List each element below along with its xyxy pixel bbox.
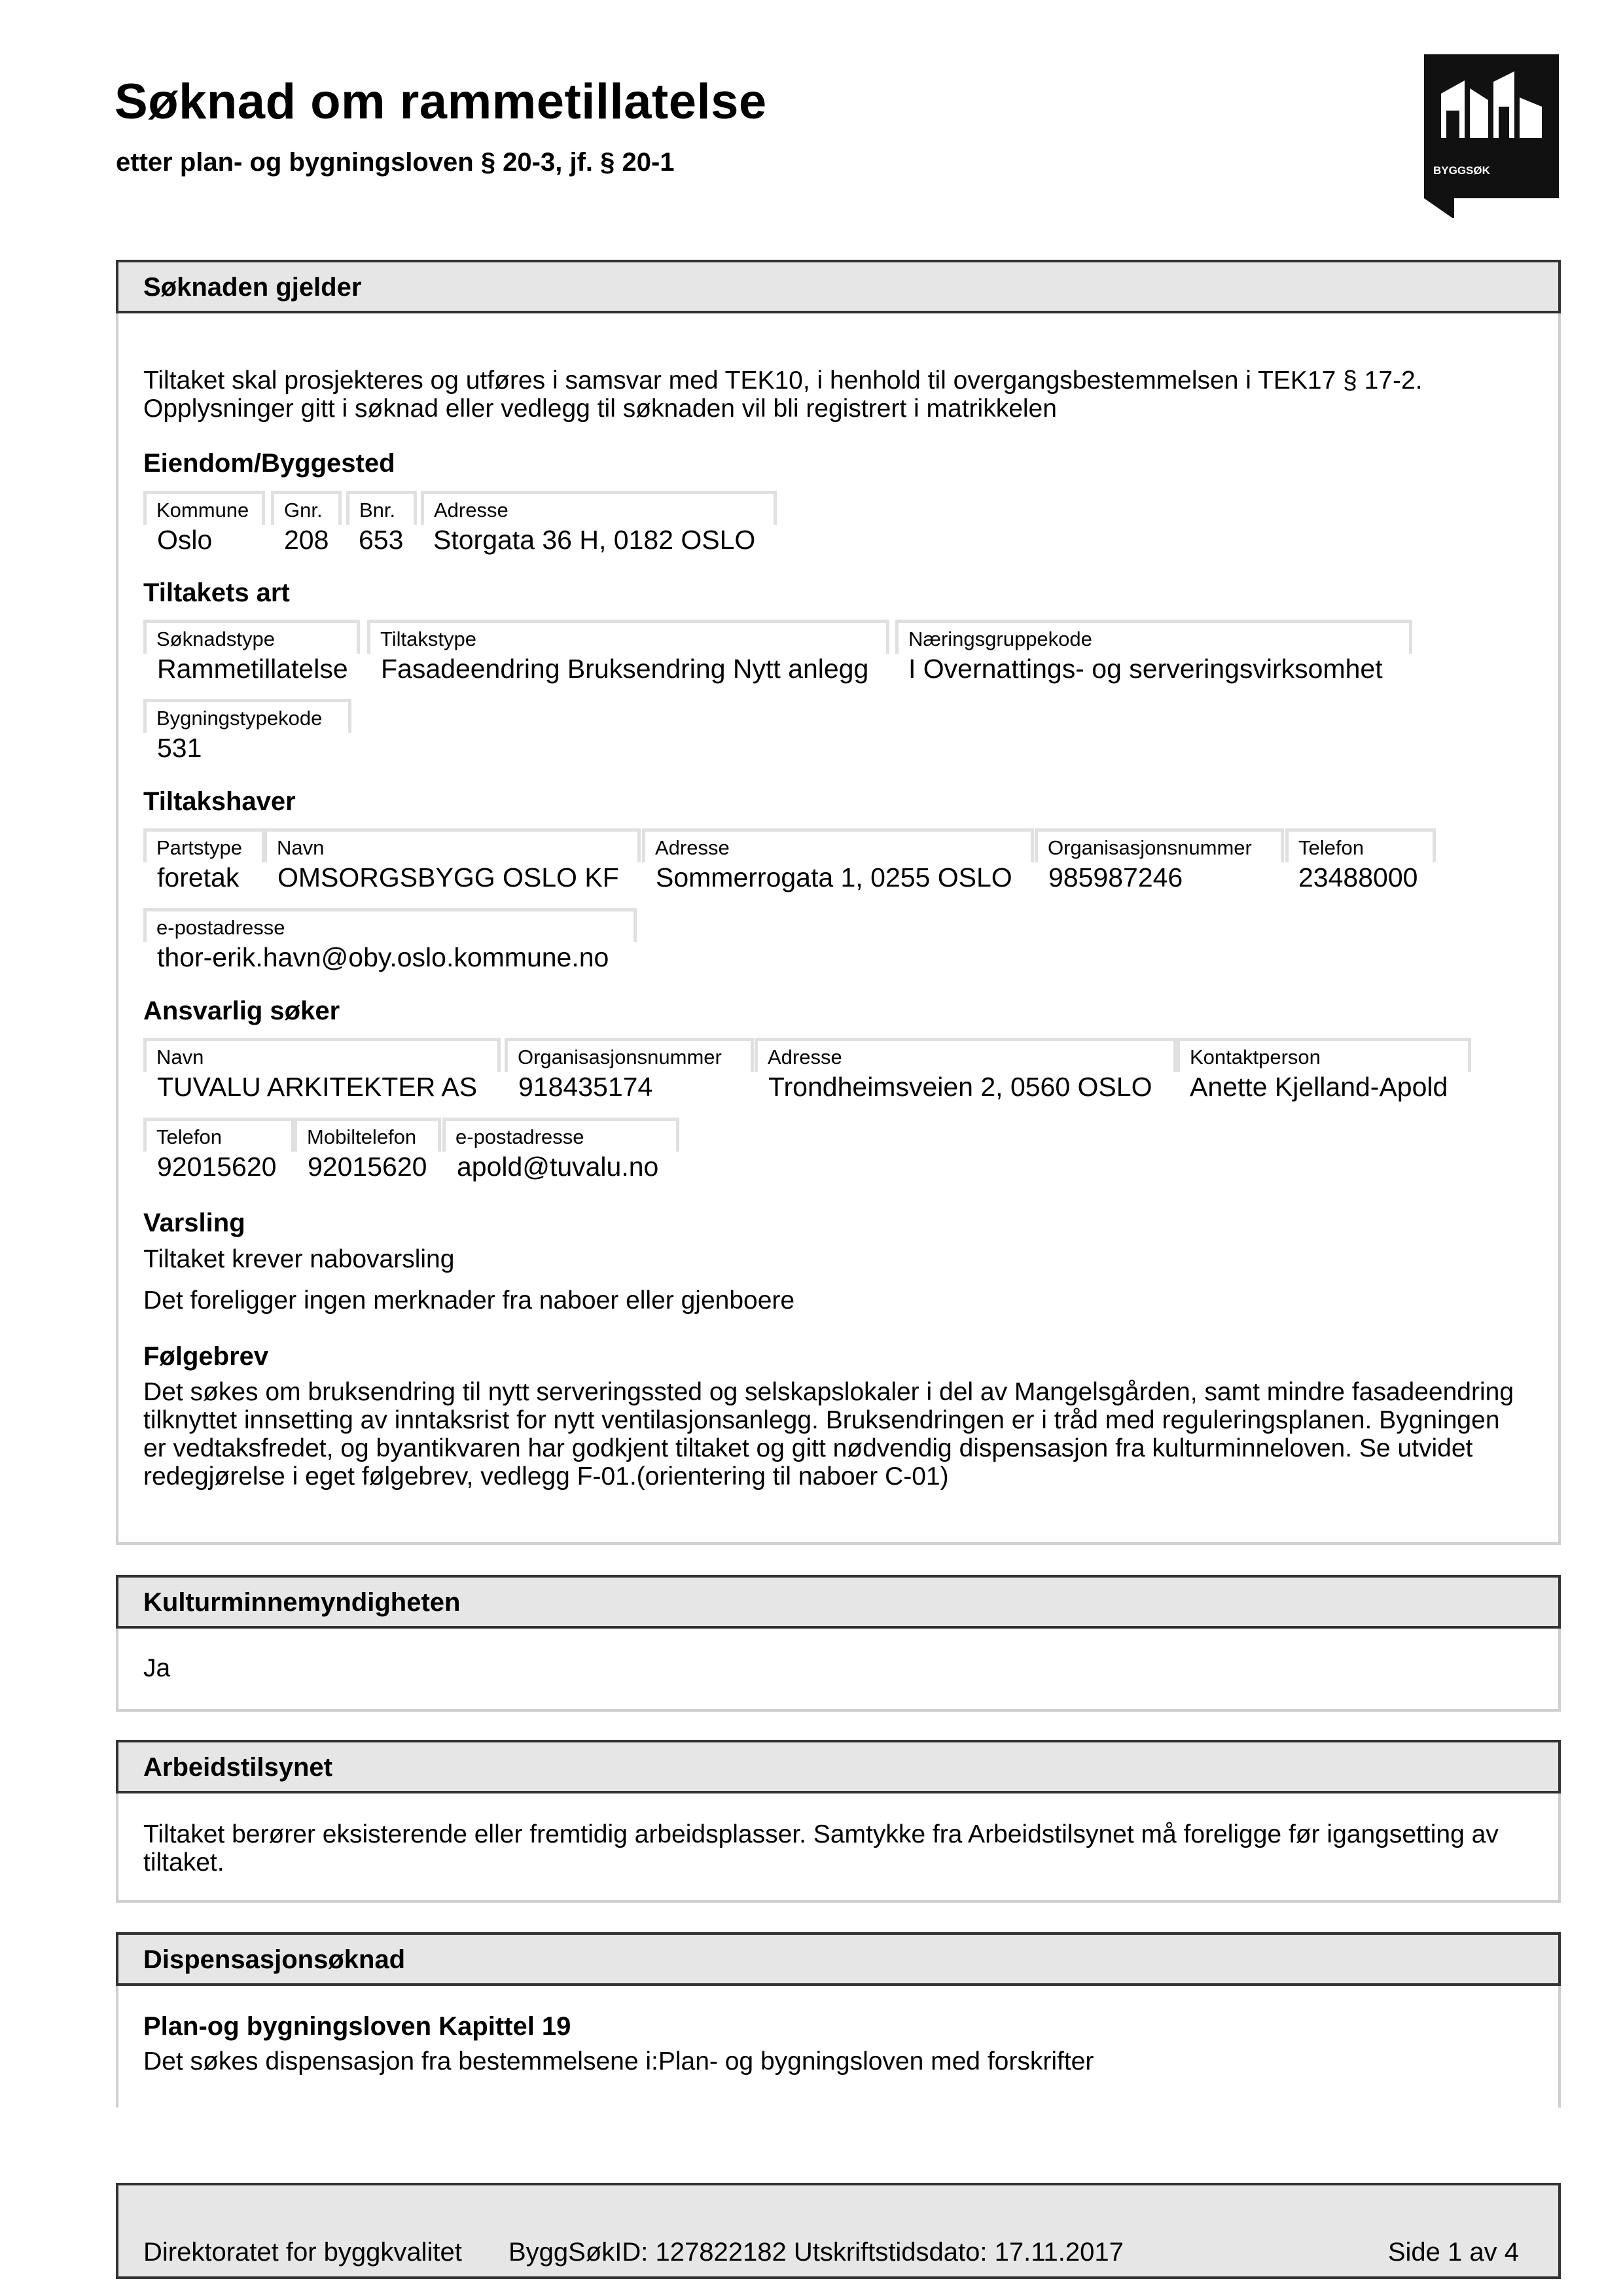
field-label: Næringsgruppekode xyxy=(908,627,1092,650)
field-organisasjonsnummer xyxy=(1035,828,1284,862)
field-label: Telefon xyxy=(156,1125,222,1148)
field-label: Navn xyxy=(277,836,325,859)
field-label: Kontaktperson xyxy=(1190,1046,1321,1069)
arbeidstilsynet-text: Tiltaket berører eksisterende eller fremtidig arbeidsplasser. Samtykke fra Arbeidstilsynet må foreligge før igangsetting av tiltaket. xyxy=(143,1820,1499,1877)
dispensasjon-text: Det søkes dispensasjon fra bestemmelsene i:Plan- og bygningsloven med forskrifter xyxy=(143,2047,1094,2075)
field-adresse xyxy=(755,1038,1177,1072)
bygningstype-value: 531 xyxy=(157,733,202,763)
ansvarlig-soker-heading: Ansvarlig søker xyxy=(143,997,340,1025)
partstype-value: foretak xyxy=(157,862,240,892)
field-e-postadresse xyxy=(143,908,637,942)
dispensasjon-subheading: Plan-og bygningsloven Kapittel 19 xyxy=(143,2012,571,2041)
field-organisasjonsnummer xyxy=(505,1038,754,1072)
gnr-value: 208 xyxy=(284,525,329,555)
mobiltelefon-value: 92015620 xyxy=(308,1152,427,1182)
field-navn xyxy=(264,828,641,862)
logo-text: BYGGSØK xyxy=(1433,164,1490,177)
field-soknadstype xyxy=(143,620,360,654)
field-naeringsgruppekode xyxy=(895,620,1412,654)
tiltakshaver-heading: Tiltakshaver xyxy=(143,787,296,816)
adresse-value: Storgata 36 H, 0182 OSLO xyxy=(433,525,756,555)
kontaktperson-value: Anette Kjelland-Apold xyxy=(1190,1072,1448,1102)
folgebrev-text: Det søkes om bruksendring til nytt serveringssted og selskapslokaler i del av Mangelsgården, samt mindre fasadeendring tilknyttet innsetting av inntaksrist for nytt ventilasjonsanlegg. Bruksendringen er i tråd med reguleringsplanen. Bygningen er vedtaksfredet, og byantikvaren har godkjent tiltaket og gitt nødvendig dispensasjon fra kulturminneloven. Se utvidet redegjørelse i eget følgebrev, vedlegg F-01.(orientering til naboer C-01) xyxy=(143,1378,1514,1491)
field-label: Adresse xyxy=(655,836,730,859)
section-header-kulturminne xyxy=(116,1575,1561,1629)
page-footer xyxy=(116,2183,1561,2279)
varsling-line: Det foreligger ingen merknader fra naboer eller gjenboere xyxy=(143,1286,795,1315)
field-mobiltelefon xyxy=(294,1118,441,1152)
field-bygningstypekode xyxy=(143,699,351,733)
kommune-value: Oslo xyxy=(157,525,213,555)
field-gnr xyxy=(271,491,342,525)
field-adresse xyxy=(642,828,1034,862)
telefon-value: 92015620 xyxy=(157,1152,277,1182)
field-label: Kommune xyxy=(156,499,249,521)
intro-text: Tiltaket skal prosjekteres og utføres i samsvar med TEK10, i henhold til overgangsbestemmelsen i TEK17 § 17-2. Opplysninger gitt i søknad eller vedlegg til søknaden vil bli registrert i matrikkelen xyxy=(143,366,1423,423)
tiltakstype-value: Fasadeendring Bruksendring Nytt anlegg xyxy=(381,654,869,684)
section-border-left xyxy=(116,1986,118,2108)
section-title: Arbeidstilsynet xyxy=(143,1753,332,1782)
section-header-soknaden xyxy=(116,260,1561,313)
eiendom-heading: Eiendom/Byggested xyxy=(143,449,395,478)
section-border-right xyxy=(1558,1986,1561,2108)
field-label: Søknadstype xyxy=(156,627,275,650)
field-label: Partstype xyxy=(156,836,242,859)
footer-org: Direktoratet for byggkvalitet xyxy=(143,2238,462,2267)
epost-value: thor-erik.havn@oby.oslo.kommune.no xyxy=(157,942,609,972)
field-tiltakstype xyxy=(367,620,889,654)
bnr-value: 653 xyxy=(359,525,404,555)
document-subtitle: etter plan- og bygningsloven § 20-3, jf. § 20-1 xyxy=(116,148,675,177)
field-kommune xyxy=(143,491,265,525)
section-title: Dispensasjonsøknad xyxy=(143,1945,406,1974)
field-label: Telefon xyxy=(1298,836,1364,859)
document-title: Søknad om rammetillatelse xyxy=(115,74,767,130)
field-partstype xyxy=(143,828,265,862)
field-label: Mobiltelefon xyxy=(307,1125,417,1148)
varsling-heading: Varsling xyxy=(143,1209,245,1237)
section-header-dispensasjon xyxy=(116,1932,1561,1986)
orgnr-value: 985987246 xyxy=(1048,862,1183,892)
navn-value: OMSORGSBYGG OSLO KF xyxy=(277,862,619,892)
field-label: Organisasjonsnummer xyxy=(518,1046,722,1069)
section-header-arbeidstilsynet xyxy=(116,1740,1561,1793)
field-bnr xyxy=(346,491,417,525)
naeringsgruppe-value: I Overnattings- og serveringsvirksomhet xyxy=(908,654,1383,684)
folgebrev-heading: Følgebrev xyxy=(143,1342,269,1371)
section-body-kulturminne xyxy=(116,1629,1561,1712)
field-label: Adresse xyxy=(434,499,508,521)
orgnr-value: 918435174 xyxy=(518,1072,653,1102)
field-label: Tiltakstype xyxy=(380,627,477,650)
field-navn xyxy=(143,1038,501,1072)
footer-id: ByggSøkID: 127822182 Utskriftstidsdato: 17.11.2017 xyxy=(508,2238,1124,2267)
kulturminne-text: Ja xyxy=(143,1654,171,1682)
section-title: Søknaden gjelder xyxy=(143,273,362,302)
navn-value: TUVALU ARKITEKTER AS xyxy=(157,1072,478,1102)
field-label: Gnr. xyxy=(284,499,323,521)
field-label: e-postadresse xyxy=(455,1125,584,1148)
field-label: Navn xyxy=(156,1046,204,1069)
tiltakets-art-heading: Tiltakets art xyxy=(143,578,290,607)
soknadstype-value: Rammetillatelse xyxy=(157,654,348,684)
field-label: Organisasjonsnummer xyxy=(1048,836,1252,859)
field-adresse xyxy=(421,491,777,525)
adresse-value: Sommerrogata 1, 0255 OSLO xyxy=(656,862,1012,892)
field-label: e-postadresse xyxy=(156,916,285,939)
adresse-value: Trondheimsveien 2, 0560 OSLO xyxy=(768,1072,1152,1102)
section-title: Kulturminnemyndigheten xyxy=(143,1588,461,1617)
varsling-line: Tiltaket krever nabovarsling xyxy=(143,1245,455,1273)
footer-page-number: Side 1 av 4 xyxy=(1387,2238,1519,2267)
byggsok-logo xyxy=(1424,54,1559,198)
epost-value: apold@tuvalu.no xyxy=(457,1152,659,1182)
field-telefon xyxy=(1285,828,1436,862)
field-label: Bnr. xyxy=(359,499,396,521)
field-e-postadresse xyxy=(442,1118,679,1152)
field-label: Adresse xyxy=(768,1046,842,1069)
telefon-value: 23488000 xyxy=(1298,862,1418,892)
field-label: Bygningstypekode xyxy=(156,707,323,730)
field-kontaktperson xyxy=(1177,1038,1471,1072)
field-telefon xyxy=(143,1118,294,1152)
